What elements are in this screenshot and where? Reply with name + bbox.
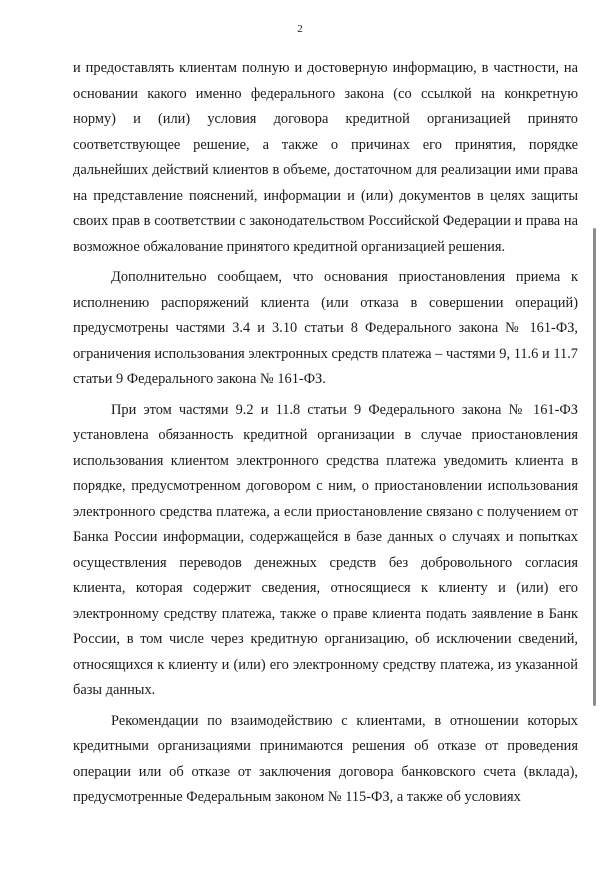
page-number: 2 [297, 23, 303, 35]
paragraph-4: Рекомендации по взаимодействию с клиентами, в отношении которых кредитными организациями принимаются решения об отказе от проведения операции или об отказе от заключения договора банковского счета (вклада), предусмотренные Федеральным законом № 115-ФЗ, а также об условиях [73, 712, 578, 805]
document-body [73, 56, 578, 816]
vertical-scrollbar[interactable] [593, 228, 596, 706]
paragraph-3: При этом частями 9.2 и 11.8 статьи 9 Федерального закона № 161-ФЗ установлена обязанность кредитной организации в случае приостановления использования клиентом электронного средства платежа уведомить клиента в порядке, предусмотренном договором с ним, о приостановлении использования электронного средства платежа, а если приостановление связано с получением от Банка России информации, содержащейся в базе данных о случаях и попытках осуществления переводов денежных средств без добровольного согласия клиента, которая содержит сведения, относящиеся к клиенту и (или) его электронному средству платежа, также о праве клиента подать заявление в Банк России, в том числе через кредитную организацию, об исключении сведений, относящихся к клиенту и (или) его электронному средству платежа, из указанной базы данных. [73, 401, 578, 698]
paragraph-1: и предоставлять клиентам полную и достоверную информацию, в частности, на основании какого именно федерального закона (со ссылкой на конкретную норму) и (или) условия договора кредитной организацией принято соответствующее решение, а также о причинах его принятия, порядке дальнейших действий клиентов в объеме, достаточном для реализации ими права на представление пояснений, информации и (или) документов в целях защиты своих прав в соответствии с законодательством Российской Федерации и права на возможное обжалование принятого кредитной организацией решения. [73, 60, 578, 255]
paragraph-2: Дополнительно сообщаем, что основания приостановления приема к исполнению распоряжений клиента (или отказа в совершении операций) предусмотрены частями 3.4 и 3.10 статьи 8 Федерального закона № 161-ФЗ, ограничения использования электронных средств платежа – частями 9, 11.6 и 11.7 статьи 9 Федерального закона № 161-ФЗ. [73, 269, 578, 387]
